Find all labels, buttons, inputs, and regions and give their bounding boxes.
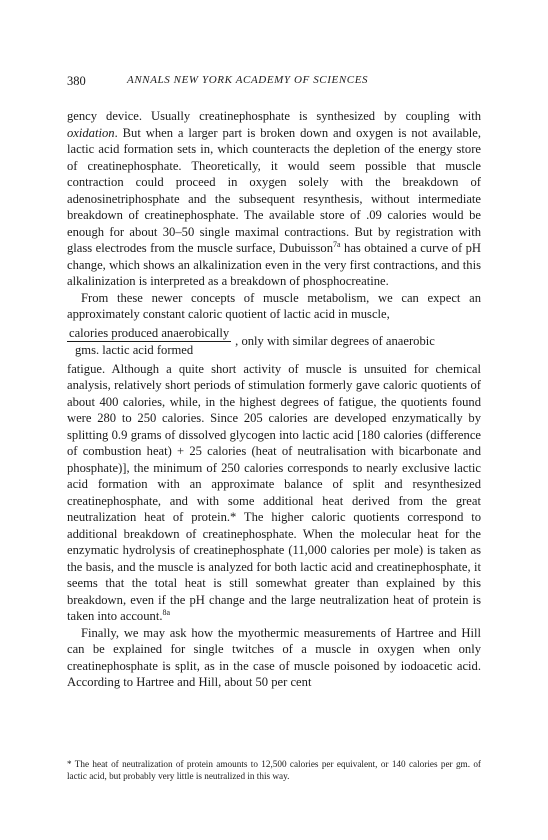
- fraction-trailing-text: , only with similar degrees of anaerobic: [235, 334, 435, 349]
- paragraph-3: Finally, we may ask how the myothermic measurements of Hartree and Hill can be explained for single twitches of a muscle in oxygen when only creatinephosphate is split, as in the case of muscle poisoned by iodoacetic acid. According to Hartree and Hill, about 50 per cent: [67, 625, 481, 689]
- journal-title: ANNALS NEW YORK ACADEMY OF SCIENCES: [127, 74, 369, 86]
- para1-oxidation: oxidation: [67, 125, 115, 140]
- paragraph-2-intro: From these newer concepts of muscle metabolism, we can expect an approximately constant caloric quotient of lactic acid in muscle,: [67, 290, 481, 321]
- paragraph-1: [67, 108, 481, 290]
- page-number: 380: [67, 74, 86, 88]
- para1-reference: 7a: [333, 239, 341, 249]
- running-header: [67, 72, 481, 92]
- caloric-quotient-fraction: [67, 325, 481, 359]
- fraction-numerator: calories produced anaerobically: [69, 326, 230, 340]
- para1-text-b: . But when a larger part is broken down and oxygen is not available, lactic acid formation sets in, which counteracts the depletion of the energy store of creatinephosphate. Theoretically, it would seem possible that muscle contraction could proceed in oxygen solely with the breakdown of adenosinetriphosphate and the subsequent resynthesis, without intermediate breakdown of creatinephosphate. The available store of .09 calories would be enough for about 30–50 single maximal contractions. But by registration with glass electrodes from the muscle surface, Dubuisson: [67, 125, 481, 255]
- para1-text-c: has obtained a curve of pH change, which shows an alkalinization even in the very first contractions, and this alkalinization is interpreted as a breakdown of phosphocreatine.: [67, 241, 481, 288]
- footnote: * The heat of neutralization of protein amounts to 12,500 calories per equivalent, or 140 calories per gm. of lactic acid, but probably very little is neutralized in this way.: [67, 759, 481, 781]
- para2-reference: 8a: [162, 607, 171, 617]
- body-text: [67, 108, 481, 691]
- para2-text-c: fatigue. Although a quite short activity of muscle is unsuited for chemical analysis, relatively short periods of stimulation formerly gave caloric quotients of about 400 calories, while, in the highest degrees of fatigue, the quotients found were 280 to 250 calories. Since 205 calories are developed enzymatically by splitting 0.9 grams of dissolved glycogen into lactic acid [180 calories (difference of combustion heat) + 25 calories (heat of neutralisation with bicarbonate and phosphate)], the minimum of 250 calories corresponds to nearly exclusive lactic acid formation with an approximate balance of split and resynthesized creatinephosphate, and with some additional heat derived from the great neutralization heat of protein.* The higher caloric quotients correspond to additional breakdown of creatinephosphate. When the molecular heat for the enzymatic hydrolysis of creatinephosphate (11,000 calories per mole) is taken as the basis, and the muscle is analyzed for both lactic acid and creatinephosphate, it seems that the total heat is still somewhat greater than explained by this breakdown, even if the pH change and the large neutralization heat of protein is taken into account.: [67, 361, 481, 623]
- para1-text-a: gency device. Usually creatinephosphate is synthesized by coupling with: [67, 109, 481, 123]
- fraction-denominator: gms. lactic acid formed: [75, 343, 194, 357]
- fraction: [67, 325, 231, 358]
- paragraph-2-body: [67, 361, 481, 625]
